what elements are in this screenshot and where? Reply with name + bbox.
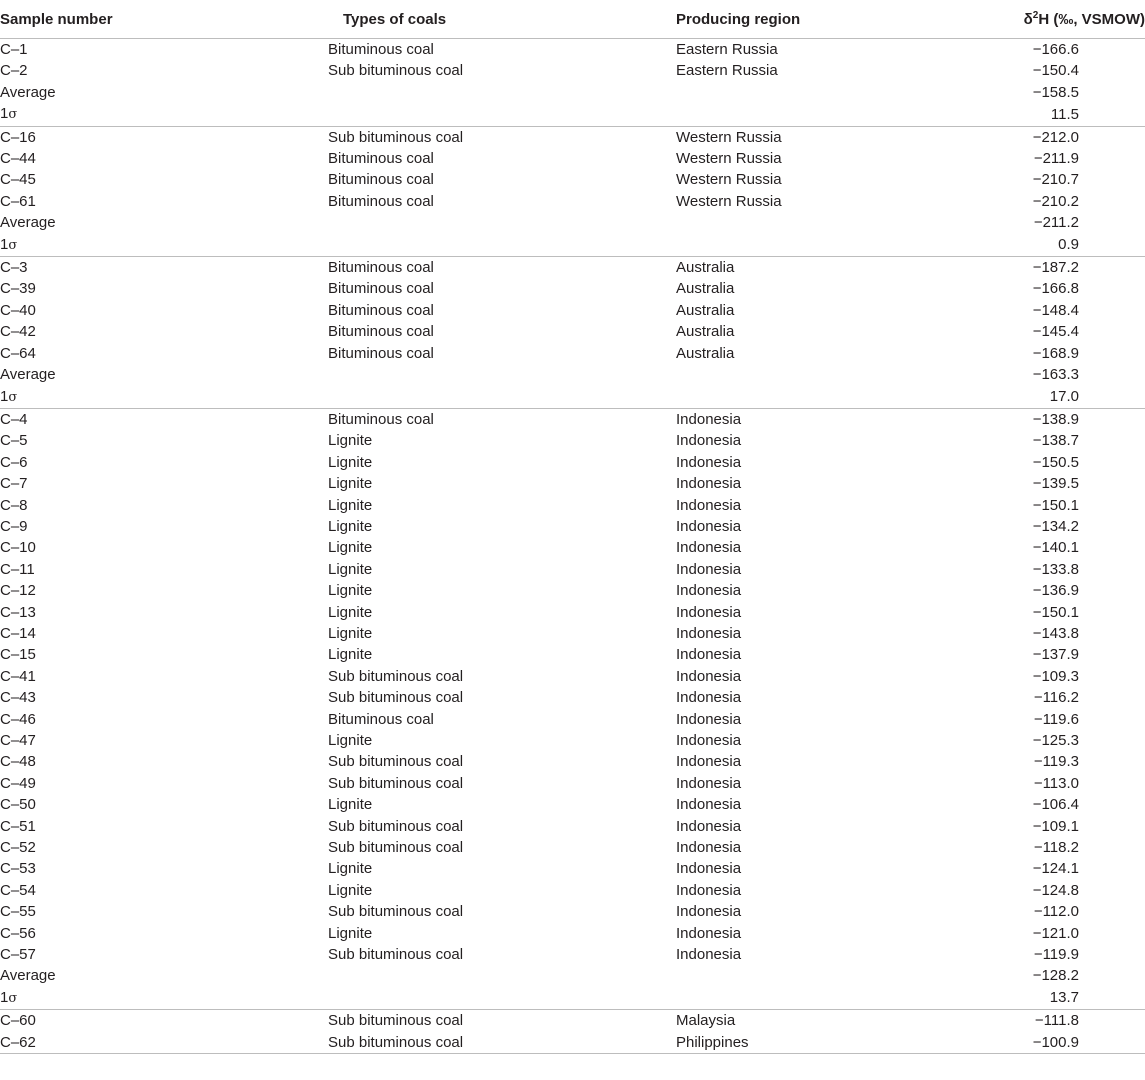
delta-h-value-cell: −133.8 — [1032, 560, 1079, 578]
average-row — [0, 212, 1145, 233]
producing-region-cell: Indonesia — [676, 624, 742, 642]
sample-number-cell: C–55 — [0, 903, 36, 921]
producing-region-cell: Indonesia — [676, 475, 742, 493]
delta-h-value-cell: −150.1 — [1032, 496, 1079, 514]
sigma-label-number: 1 — [0, 235, 9, 253]
empty-cell — [328, 103, 676, 126]
coal-type-cell: Sub bituminous coal — [328, 128, 464, 146]
empty-cell — [328, 987, 676, 1010]
sample-number-cell: C–8 — [0, 496, 28, 514]
sigma-label-number: 1 — [0, 387, 9, 405]
table-row — [0, 751, 1145, 772]
sample-number-cell: C–6 — [0, 453, 28, 471]
coal-type-cell: Lignite — [328, 582, 373, 600]
coal-type-cell: Lignite — [328, 432, 373, 450]
table-header — [0, 0, 1145, 39]
sample-number-cell: C–57 — [0, 946, 36, 964]
coal-type-cell: Bituminous coal — [328, 344, 434, 362]
table-row — [0, 148, 1145, 169]
header-delta-prefix: δ — [1023, 10, 1033, 28]
average-row — [0, 364, 1145, 385]
sigma-label-symbol: σ — [8, 107, 18, 123]
sigma-row — [0, 234, 1145, 257]
coal-type-cell: Sub bituminous coal — [328, 62, 464, 80]
empty-cell — [676, 82, 976, 103]
sample-number-cell: C–53 — [0, 860, 36, 878]
sample-number-cell: C–4 — [0, 410, 28, 428]
sample-number-cell: C–40 — [0, 301, 36, 319]
coal-type-cell: Bituminous coal — [328, 710, 434, 728]
table-row — [0, 794, 1145, 815]
empty-cell — [676, 103, 976, 126]
sample-number-cell: C–1 — [0, 41, 28, 58]
sample-number-cell: C–54 — [0, 881, 36, 899]
producing-region-cell: Indonesia — [676, 410, 742, 428]
producing-region-cell: Indonesia — [676, 453, 742, 471]
sigma-label — [0, 234, 328, 257]
average-row — [0, 965, 1145, 986]
delta-h-value-cell: −150.1 — [1032, 603, 1079, 621]
producing-region-cell: Western Russia — [676, 128, 782, 146]
sample-number-cell: C–16 — [0, 128, 36, 146]
producing-region-cell: Indonesia — [676, 646, 742, 664]
header-delta-h — [976, 0, 1145, 39]
sigma-value: 11.5 — [976, 103, 1145, 126]
coal-type-cell: Lignite — [328, 646, 373, 664]
producing-region-cell: Western Russia — [676, 150, 782, 168]
delta-h-value-cell: −124.1 — [1032, 860, 1079, 878]
table-row — [0, 580, 1145, 601]
coal-type-cell: Lignite — [328, 796, 373, 814]
producing-region-cell: Western Russia — [676, 192, 782, 210]
coal-type-cell: Sub bituminous coal — [328, 774, 464, 792]
table-row — [0, 837, 1145, 858]
coal-type-cell: Lignite — [328, 475, 373, 493]
producing-region-cell: Australia — [676, 280, 735, 298]
coal-type-cell: Bituminous coal — [328, 280, 434, 298]
table-row — [0, 126, 1145, 148]
sigma-value: 17.0 — [976, 386, 1145, 409]
coal-type-cell: Sub bituminous coal — [328, 667, 464, 685]
table-row — [0, 169, 1145, 190]
table-row — [0, 666, 1145, 687]
delta-h-value-cell: −119.3 — [1033, 753, 1079, 771]
sample-number-cell: C–10 — [0, 539, 36, 557]
sigma-label-number: 1 — [0, 105, 9, 123]
sigma-value: 0.9 — [976, 234, 1145, 257]
delta-h-value-cell: −112.0 — [1033, 903, 1079, 921]
producing-region-cell: Indonesia — [676, 924, 742, 942]
producing-region-cell: Indonesia — [676, 689, 742, 707]
producing-region-cell: Indonesia — [676, 946, 742, 964]
delta-h-value-cell: −124.8 — [1032, 881, 1079, 899]
table-row — [0, 944, 1145, 965]
table-row — [0, 687, 1145, 708]
table-row — [0, 257, 1145, 279]
table-row — [0, 191, 1145, 212]
producing-region-cell: Australia — [676, 323, 735, 341]
delta-h-value-cell: −166.6 — [1032, 41, 1079, 58]
sample-number-cell: C–56 — [0, 924, 36, 942]
header-producing-region: Producing region — [676, 0, 976, 39]
average-value: −163.3 — [1032, 366, 1079, 384]
sample-number-cell: C–14 — [0, 624, 36, 642]
table-row — [0, 923, 1145, 944]
average-label: Average — [0, 967, 56, 985]
header-delta-suffix: H (‰, VSMOW) — [1038, 10, 1145, 28]
sigma-label-symbol: σ — [8, 237, 18, 253]
producing-region-cell: Indonesia — [676, 753, 742, 771]
delta-h-value-cell: −150.5 — [1032, 453, 1079, 471]
coal-type-cell: Sub bituminous coal — [328, 753, 464, 771]
table-row — [0, 516, 1145, 537]
coal-type-cell: Bituminous coal — [328, 150, 434, 168]
sample-number-cell: C–3 — [0, 259, 28, 277]
sigma-row — [0, 987, 1145, 1010]
sample-number-cell: C–64 — [0, 344, 36, 362]
producing-region-cell: Indonesia — [676, 582, 742, 600]
empty-cell — [328, 965, 676, 986]
coal-type-cell: Sub bituminous coal — [328, 689, 464, 707]
sigma-label-symbol: σ — [8, 990, 18, 1006]
average-label: Average — [0, 366, 56, 384]
delta-h-value-cell: −166.8 — [1032, 280, 1079, 298]
delta-h-value-cell: −210.2 — [1032, 192, 1079, 210]
sample-number-cell: C–2 — [0, 62, 28, 80]
producing-region-cell: Philippines — [676, 1032, 976, 1054]
sample-number-cell: C–12 — [0, 582, 36, 600]
producing-region-cell: Eastern Russia — [676, 62, 778, 80]
sample-number-cell: C–7 — [0, 475, 28, 493]
empty-cell — [676, 386, 976, 409]
coal-type-cell: Sub bituminous coal — [328, 817, 464, 835]
table-row — [0, 901, 1145, 922]
producing-region-cell: Indonesia — [676, 667, 742, 685]
empty-cell — [676, 212, 976, 233]
table-row — [0, 1032, 1145, 1054]
table-row — [0, 300, 1145, 321]
sample-number-cell: C–13 — [0, 603, 36, 621]
sample-number-cell: C–15 — [0, 646, 36, 664]
sample-number-cell: C–5 — [0, 432, 28, 450]
delta-h-value-cell: −118.2 — [1033, 839, 1079, 857]
producing-region-cell: Indonesia — [676, 903, 742, 921]
delta-h-value-cell: −109.1 — [1032, 817, 1079, 835]
table-row — [0, 644, 1145, 665]
empty-cell — [676, 234, 976, 257]
producing-region-cell: Western Russia — [676, 171, 782, 189]
coal-type-cell: Lignite — [328, 496, 373, 514]
coal-type-cell: Bituminous coal — [328, 301, 434, 319]
table-row — [0, 1010, 1145, 1032]
sigma-label — [0, 987, 328, 1010]
delta-h-value-cell: −119.9 — [1033, 946, 1079, 964]
delta-h-value-cell: −136.9 — [1032, 582, 1079, 600]
delta-h-value-cell: −210.7 — [1032, 171, 1079, 189]
coal-type-cell: Sub bituminous coal — [328, 1032, 676, 1054]
coal-type-cell: Sub bituminous coal — [328, 903, 464, 921]
sigma-row — [0, 103, 1145, 126]
delta-h-value-cell: −138.7 — [1032, 432, 1079, 450]
delta-h-value-cell: −100.9 — [976, 1032, 1145, 1054]
sample-number-cell: C–51 — [0, 817, 36, 835]
delta-h-value-cell: −109.3 — [1032, 667, 1079, 685]
coal-type-cell: Lignite — [328, 624, 373, 642]
table-row — [0, 623, 1145, 644]
producing-region-cell: Australia — [676, 301, 735, 319]
sigma-label — [0, 103, 328, 126]
delta-h-value-cell: −145.4 — [1032, 323, 1079, 341]
average-row — [0, 82, 1145, 103]
empty-cell — [328, 212, 676, 233]
producing-region-cell: Indonesia — [676, 796, 742, 814]
sample-number-cell: C–47 — [0, 732, 36, 749]
producing-region-cell: Indonesia — [676, 539, 742, 557]
delta-h-value-cell: −106.4 — [1032, 796, 1079, 814]
delta-h-value-cell: −187.2 — [1032, 259, 1079, 277]
table-row — [0, 559, 1145, 580]
table-row — [0, 773, 1145, 794]
table-row — [0, 60, 1145, 81]
table-row — [0, 602, 1145, 623]
empty-cell — [328, 82, 676, 103]
empty-cell — [328, 364, 676, 385]
producing-region-cell: Indonesia — [676, 560, 742, 578]
sample-number-cell: C–52 — [0, 839, 36, 857]
coal-type-cell: Sub bituminous coal — [328, 839, 464, 857]
sigma-value: 13.7 — [976, 987, 1145, 1010]
delta-h-value-cell: −119.6 — [1033, 710, 1079, 728]
table-row — [0, 408, 1145, 430]
delta-h-value-cell: −121.0 — [1032, 924, 1079, 942]
table-row — [0, 537, 1145, 558]
average-label: Average — [0, 83, 56, 101]
coal-type-cell: Lignite — [328, 603, 373, 621]
table-row — [0, 430, 1145, 451]
coal-type-cell: Bituminous coal — [328, 171, 434, 189]
empty-cell — [328, 386, 676, 409]
delta-h-value-cell: −212.0 — [1032, 128, 1079, 146]
average-value: −211.2 — [1033, 214, 1079, 232]
delta-h-value-cell: −116.2 — [1033, 689, 1079, 707]
sigma-row — [0, 386, 1145, 409]
coal-type-cell: Lignite — [328, 453, 373, 471]
coal-type-cell: Lignite — [328, 860, 373, 878]
coal-type-cell: Lignite — [328, 539, 373, 557]
delta-h-value-cell: −143.8 — [1032, 624, 1079, 642]
table-row — [0, 816, 1145, 837]
header-sample-number: Sample number — [0, 0, 328, 39]
coal-type-cell: Lignite — [328, 924, 373, 942]
table-row — [0, 709, 1145, 730]
empty-cell — [328, 234, 676, 257]
header-delta-sup: 2 — [1032, 9, 1039, 21]
delta-h-value-cell: −137.9 — [1032, 646, 1079, 664]
producing-region-cell: Eastern Russia — [676, 41, 778, 58]
producing-region-cell: Indonesia — [676, 881, 742, 899]
producing-region-cell: Malaysia — [676, 1012, 736, 1030]
table-row — [0, 858, 1145, 879]
empty-cell — [676, 987, 976, 1010]
sample-number-cell: C–48 — [0, 753, 36, 771]
sample-number-cell: C–42 — [0, 323, 36, 341]
average-value: −158.5 — [1032, 83, 1079, 101]
producing-region-cell: Indonesia — [676, 603, 742, 621]
producing-region-cell: Indonesia — [676, 496, 742, 514]
delta-h-value-cell: −113.0 — [1033, 774, 1079, 792]
sample-number-cell: C–50 — [0, 796, 36, 814]
producing-region-cell: Indonesia — [676, 860, 742, 878]
sample-number-cell: C–62 — [0, 1032, 328, 1054]
empty-cell — [676, 965, 976, 986]
coal-type-cell: Lignite — [328, 881, 373, 899]
producing-region-cell: Indonesia — [676, 774, 742, 792]
producing-region-cell: Australia — [676, 259, 735, 277]
table-row — [0, 880, 1145, 901]
sigma-label-symbol: σ — [8, 389, 18, 405]
header-coal-type: Types of coals — [328, 0, 676, 39]
delta-h-value-cell: −125.3 — [1032, 732, 1079, 749]
coal-type-cell: Lignite — [328, 517, 373, 535]
delta-h-value-cell: −139.5 — [1032, 475, 1079, 493]
delta-h-value-cell: −150.4 — [1032, 62, 1079, 80]
delta-h-value-cell: −111.8 — [1034, 1012, 1079, 1030]
average-value: −128.2 — [1032, 967, 1079, 985]
delta-h-value-cell: −168.9 — [1032, 344, 1079, 362]
table-row — [0, 321, 1145, 342]
coal-type-cell: Sub bituminous coal — [328, 946, 464, 964]
sample-number-cell: C–39 — [0, 280, 36, 298]
sample-number-cell: C–46 — [0, 710, 36, 728]
sample-number-cell: C–44 — [0, 150, 36, 168]
producing-region-cell: Indonesia — [676, 710, 742, 728]
producing-region-cell: Indonesia — [676, 432, 742, 450]
empty-cell — [676, 364, 976, 385]
sigma-label-number: 1 — [0, 988, 9, 1006]
table-body — [0, 39, 1145, 1054]
table-row — [0, 730, 1145, 751]
table-row — [0, 39, 1145, 61]
coal-type-cell: Lignite — [328, 732, 373, 749]
delta-h-value-cell: −211.9 — [1033, 150, 1079, 168]
table-row — [0, 343, 1145, 364]
coal-type-cell: Bituminous coal — [328, 259, 434, 277]
sample-number-cell: C–61 — [0, 192, 36, 210]
coal-type-cell: Bituminous coal — [328, 323, 434, 341]
sample-number-cell: C–11 — [0, 560, 35, 578]
table-row — [0, 473, 1145, 494]
sample-number-cell: C–49 — [0, 774, 36, 792]
sample-number-cell: C–41 — [0, 667, 36, 685]
delta-h-value-cell: −138.9 — [1032, 410, 1079, 428]
coal-type-cell: Lignite — [328, 560, 373, 578]
producing-region-cell: Indonesia — [676, 839, 742, 857]
sample-number-cell: C–60 — [0, 1012, 36, 1030]
coal-type-cell: Bituminous coal — [328, 410, 434, 428]
producing-region-cell: Indonesia — [676, 517, 742, 535]
sample-number-cell: C–45 — [0, 171, 36, 189]
header-row — [0, 0, 1145, 39]
coal-type-cell: Bituminous coal — [328, 192, 434, 210]
table-row — [0, 495, 1145, 516]
table-row — [0, 278, 1145, 299]
sample-number-cell: C–43 — [0, 689, 36, 707]
delta-h-value-cell: −140.1 — [1032, 539, 1079, 557]
producing-region-cell: Australia — [676, 344, 735, 362]
delta-h-value-cell: −134.2 — [1032, 517, 1079, 535]
producing-region-cell: Indonesia — [676, 817, 742, 835]
sigma-label — [0, 386, 328, 409]
coal-type-cell: Sub bituminous coal — [328, 1012, 464, 1030]
producing-region-cell: Indonesia — [676, 732, 742, 749]
average-label: Average — [0, 214, 56, 232]
coal-type-cell: Bituminous coal — [328, 41, 434, 58]
table-row — [0, 452, 1145, 473]
delta-h-value-cell: −148.4 — [1032, 301, 1079, 319]
sample-number-cell: C–9 — [0, 517, 28, 535]
